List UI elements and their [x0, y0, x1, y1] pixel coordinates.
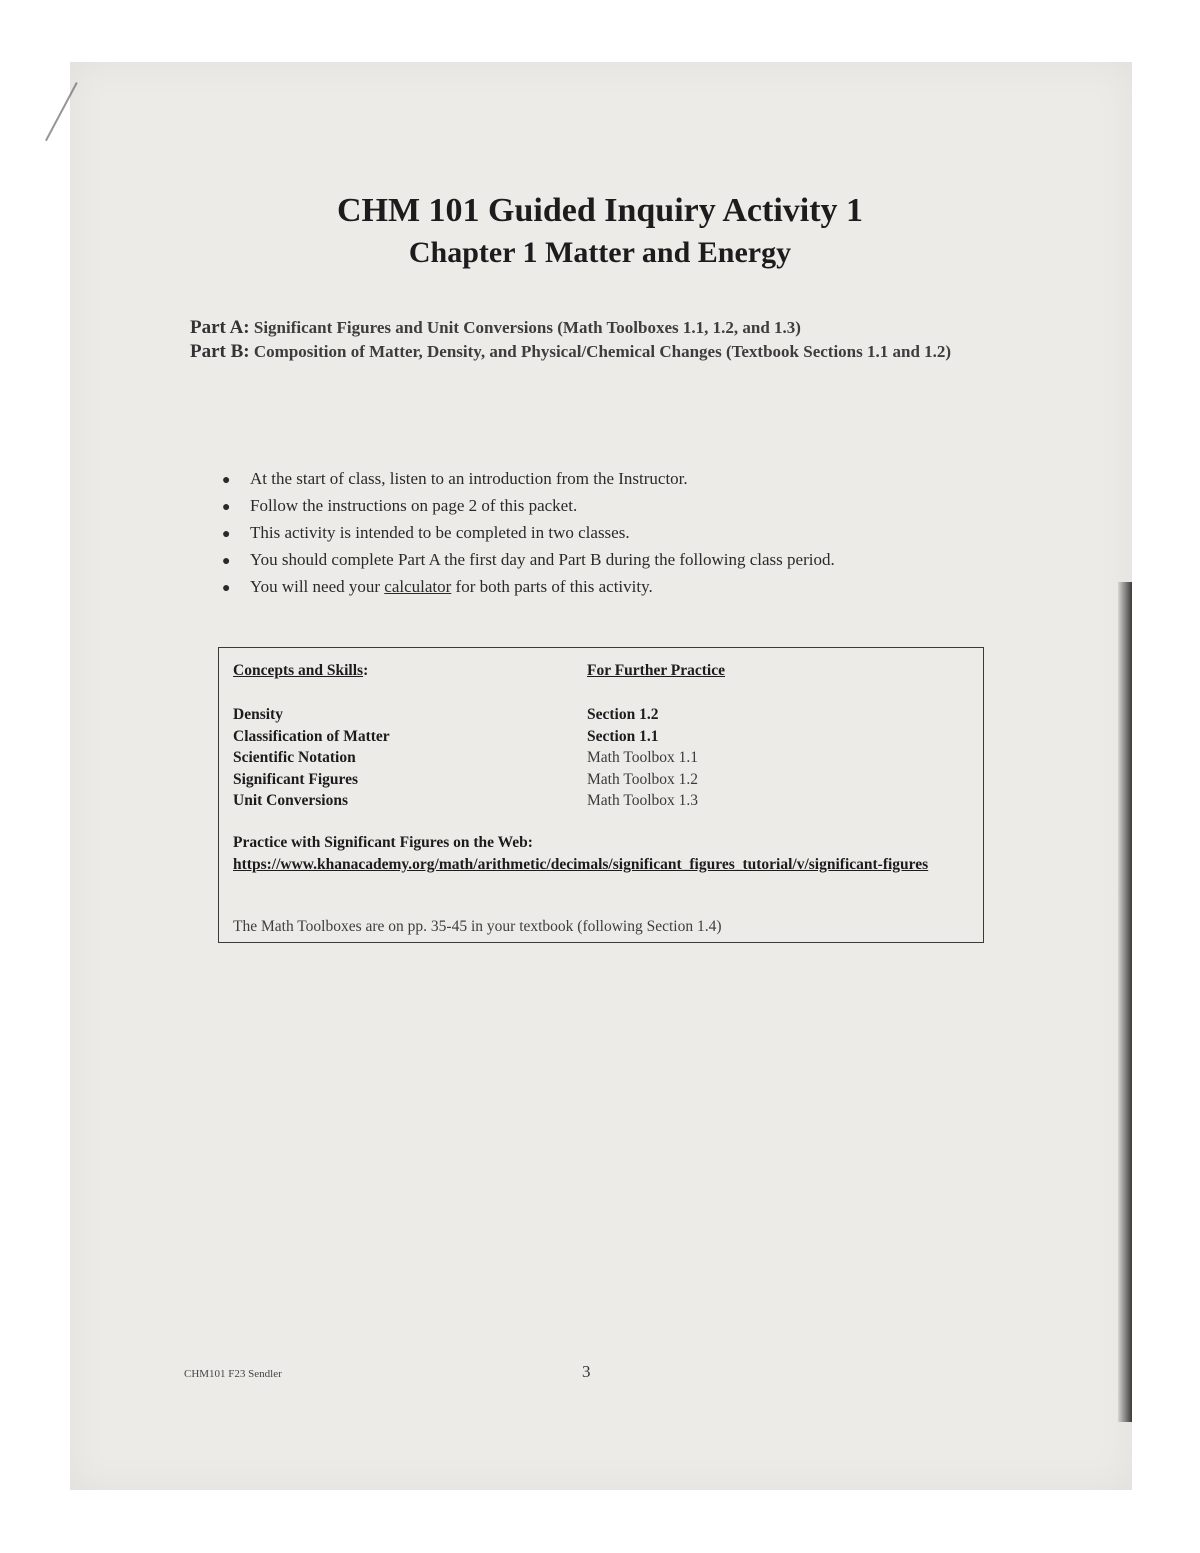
bullet-icon: ●	[222, 554, 231, 569]
page-number: 3	[582, 1362, 591, 1381]
part-a-label: Part A:	[190, 317, 250, 338]
concepts-list	[233, 704, 390, 812]
part-b	[190, 340, 1020, 364]
web-practice-label: Practice with Significant Figures on the Web:	[233, 834, 533, 851]
practice-header: For Further Practice	[587, 662, 726, 679]
concept-item: Density	[233, 706, 283, 723]
part-a-text: Significant Figures and Unit Conversions (Math Toolboxes 1.1, 1.2, and 1.3)	[253, 318, 801, 337]
part-b-label: Part B:	[190, 341, 250, 362]
bullet-icon: ●	[222, 581, 231, 596]
bullet-icon: ●	[222, 473, 231, 488]
practice-item: Math Toolbox 1.1	[587, 749, 699, 766]
practice-item: Math Toolbox 1.2	[587, 770, 699, 788]
list-item: ● Follow the instructions on page 2 of this packet.	[222, 493, 982, 520]
page-title: CHM 101 Guided Inquiry Activity 1	[336, 192, 864, 229]
list-item: ● You should complete Part A the first day and Part B during the following class period.	[222, 547, 982, 574]
khan-academy-link[interactable]: https://www.khanacademy.org/math/arithmetic/decimals/significant_figures_tutorial/v/significant-figures	[233, 855, 929, 873]
page-edge-shadow	[1118, 582, 1132, 1422]
concepts-box	[218, 647, 984, 943]
footer-course-label: CHM101 F23 Sendler	[184, 1368, 282, 1380]
concept-item: Significant Figures	[233, 770, 359, 788]
part-b-text: Composition of Matter, Density, and Physical/Chemical Changes (Textbook Sections 1.1 and 1.2)	[253, 342, 952, 361]
practice-item: Section 1.2	[587, 706, 659, 723]
instructions-list	[222, 466, 982, 601]
concept-item: Classification of Matter	[233, 727, 390, 745]
concept-item: Scientific Notation	[233, 749, 356, 766]
concepts-header: Concepts and Skills:	[233, 662, 369, 679]
part-a	[190, 316, 1020, 340]
concept-item: Unit Conversions	[233, 792, 348, 809]
calculator-text: calculator	[384, 577, 452, 596]
page-subtitle: Chapter 1 Matter and Energy	[408, 236, 792, 269]
bullet-icon: ●	[222, 500, 231, 515]
web-practice	[233, 832, 978, 875]
list-item: ● At the start of class, listen to an introduction from the Instructor.	[222, 466, 982, 493]
toolbox-note: The Math Toolboxes are on pp. 35-45 in your textbook (following Section 1.4)	[233, 918, 722, 935]
list-item: ● You will need your calculator for both parts of this activity.	[222, 574, 982, 601]
practice-item: Section 1.1	[587, 727, 659, 745]
bullet-icon: ●	[222, 527, 231, 542]
practice-item: Math Toolbox 1.3	[587, 792, 699, 809]
parts-section	[190, 316, 1020, 364]
list-item: ● This activity is intended to be completed in two classes.	[222, 520, 982, 547]
practice-list	[587, 704, 698, 812]
